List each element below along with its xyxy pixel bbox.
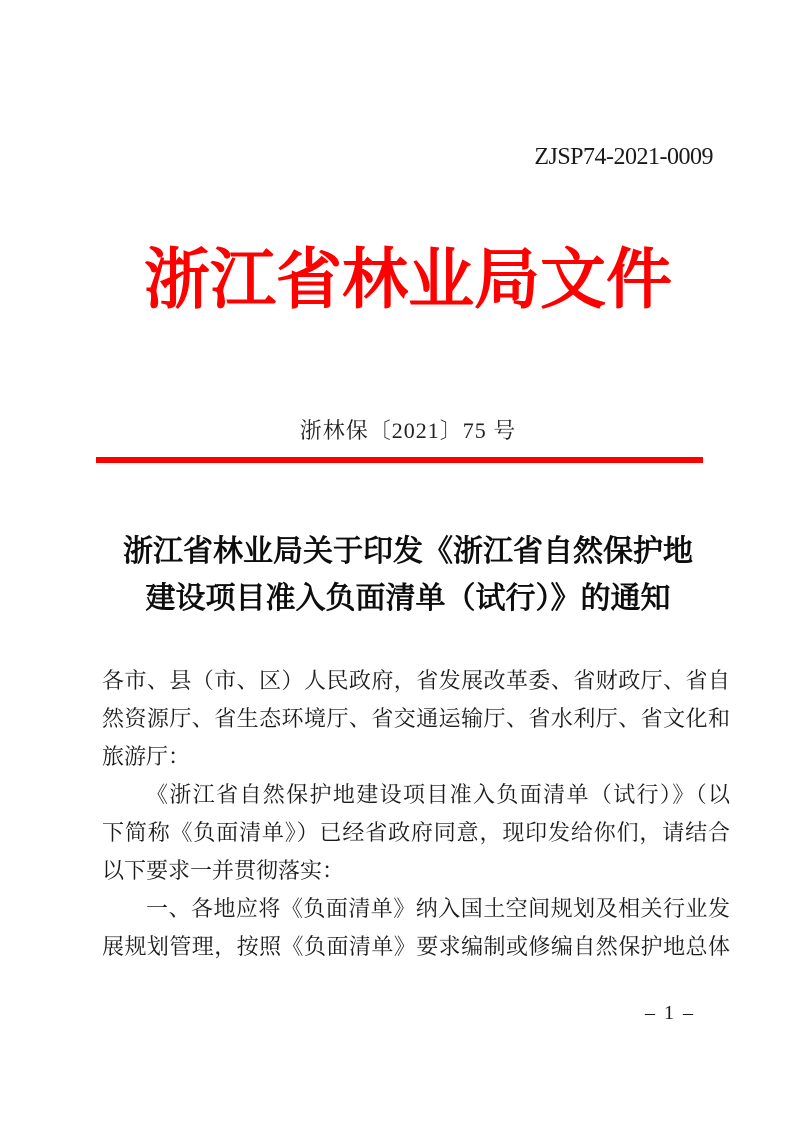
document-title — [16, 528, 800, 622]
agency-banner-title: 浙江省林业局文件 — [144, 244, 672, 317]
paragraph-requirement-1 — [102, 890, 730, 966]
document-body — [102, 662, 730, 966]
body-line: 下简称《负面清单》）已经省政府同意，现印发给你们，请结合 — [102, 820, 730, 845]
body-line: 《浙江省自然保护地建设项目准入负面清单（试行）》（以 — [146, 782, 730, 807]
body-line: 各市、县（市、区）人民政府，省发展改革委、省财政厅、省自 — [102, 668, 730, 693]
body-line: 一、各地应将《负面清单》纳入国土空间规划及相关行业发 — [146, 896, 730, 921]
body-line: 然资源厅、省生态环境厅、省交通运输厅、省水利厅、省文化和 — [102, 706, 730, 731]
paragraph-intro — [102, 776, 730, 890]
body-line: 展规划管理，按照《负面清单》要求编制或修编自然保护地总体 — [102, 934, 730, 959]
document-title-line-1: 浙江省林业局关于印发《浙江省自然保护地 — [123, 535, 693, 568]
paragraph-salutation — [102, 662, 730, 776]
document-number: 浙林保〔2021〕75 号 — [299, 418, 517, 443]
body-line: 旅游厅： — [102, 744, 191, 769]
document-code: ZJSP74-2021-0009 — [534, 144, 713, 170]
body-line: 以下要求一并贯彻落实： — [102, 858, 345, 883]
page-number: – 1 – — [645, 1002, 695, 1024]
red-divider-line — [96, 457, 703, 463]
document-title-line-2: 建设项目准入负面清单（试行）》的通知 — [145, 582, 671, 615]
